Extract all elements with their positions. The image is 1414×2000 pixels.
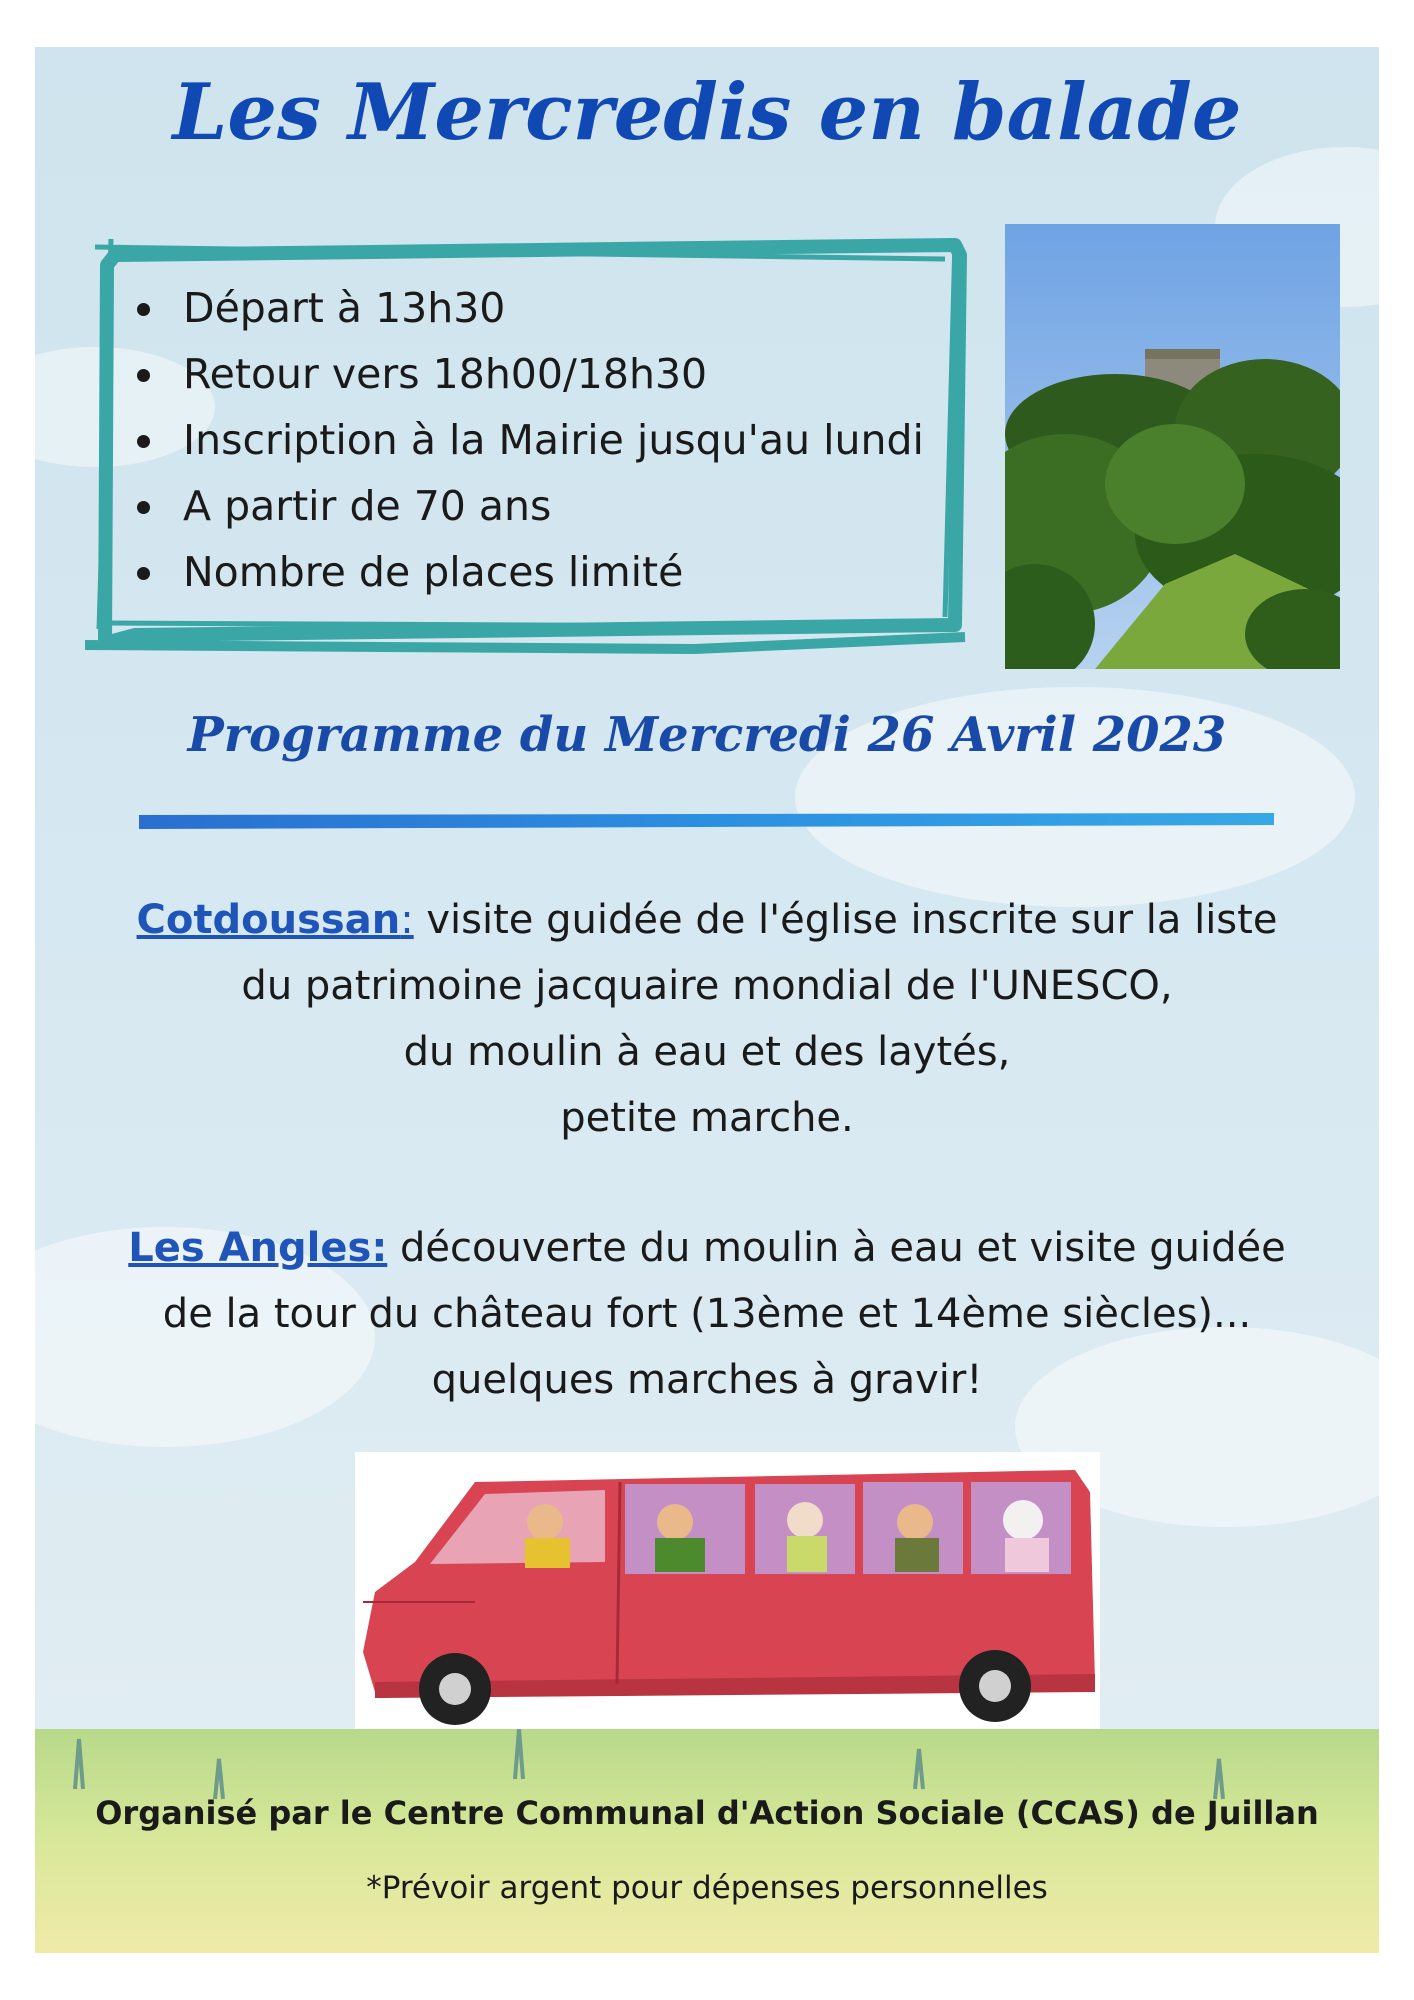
cotdoussan-link[interactable]: Cotdoussan — [136, 897, 401, 943]
angles-line-3: quelques marches à gravir! — [431, 1357, 983, 1403]
cotdoussan-line-3: du moulin à eau et des laytés, — [403, 1029, 1011, 1075]
cotdoussan-colon: : — [400, 897, 414, 943]
cotdoussan-line-1 — [35, 887, 1379, 953]
angles-line-2: de la tour du château fort (13ème et 14ème siècles)... — [162, 1291, 1252, 1337]
angles-line-1 — [35, 1215, 1379, 1281]
program-title: Programme du Mercredi 26 Avril 2023 — [187, 707, 1227, 763]
tower-photo — [1005, 224, 1340, 669]
info-item-places: • Nombre de places limité — [169, 539, 924, 605]
cotdoussan-line-4: petite marche. — [560, 1095, 854, 1141]
poster — [35, 47, 1379, 1953]
angles-section — [35, 1215, 1379, 1413]
info-list — [135, 275, 924, 605]
program-divider — [139, 809, 1274, 831]
angles-link[interactable]: Les Angles: — [128, 1225, 388, 1271]
angles-text-1: découverte du moulin à eau et visite guidée — [387, 1225, 1286, 1271]
organizer-text: Organisé par le Centre Communal d'Action Sociale (CCAS) de Juillan — [95, 1794, 1319, 1832]
cotdoussan-section — [35, 887, 1379, 1151]
meadow-background — [35, 1729, 1379, 1953]
info-item-return: • Retour vers 18h00/18h30 — [169, 341, 924, 407]
info-item-age: • A partir de 70 ans — [169, 473, 924, 539]
cotdoussan-text-1: visite guidée de l'église inscrite sur la liste — [413, 897, 1278, 943]
footnote-text: *Prévoir argent pour dépenses personnelles — [366, 1870, 1048, 1906]
poster-title: Les Mercredis en balade — [172, 67, 1242, 158]
cotdoussan-line-2: du patrimoine jacquaire mondial de l'UNESCO, — [241, 963, 1173, 1009]
info-item-departure: • Départ à 13h30 — [169, 275, 924, 341]
info-item-registration: • Inscription à la Mairie jusqu'au lundi — [169, 407, 924, 473]
van-illustration — [355, 1452, 1100, 1729]
